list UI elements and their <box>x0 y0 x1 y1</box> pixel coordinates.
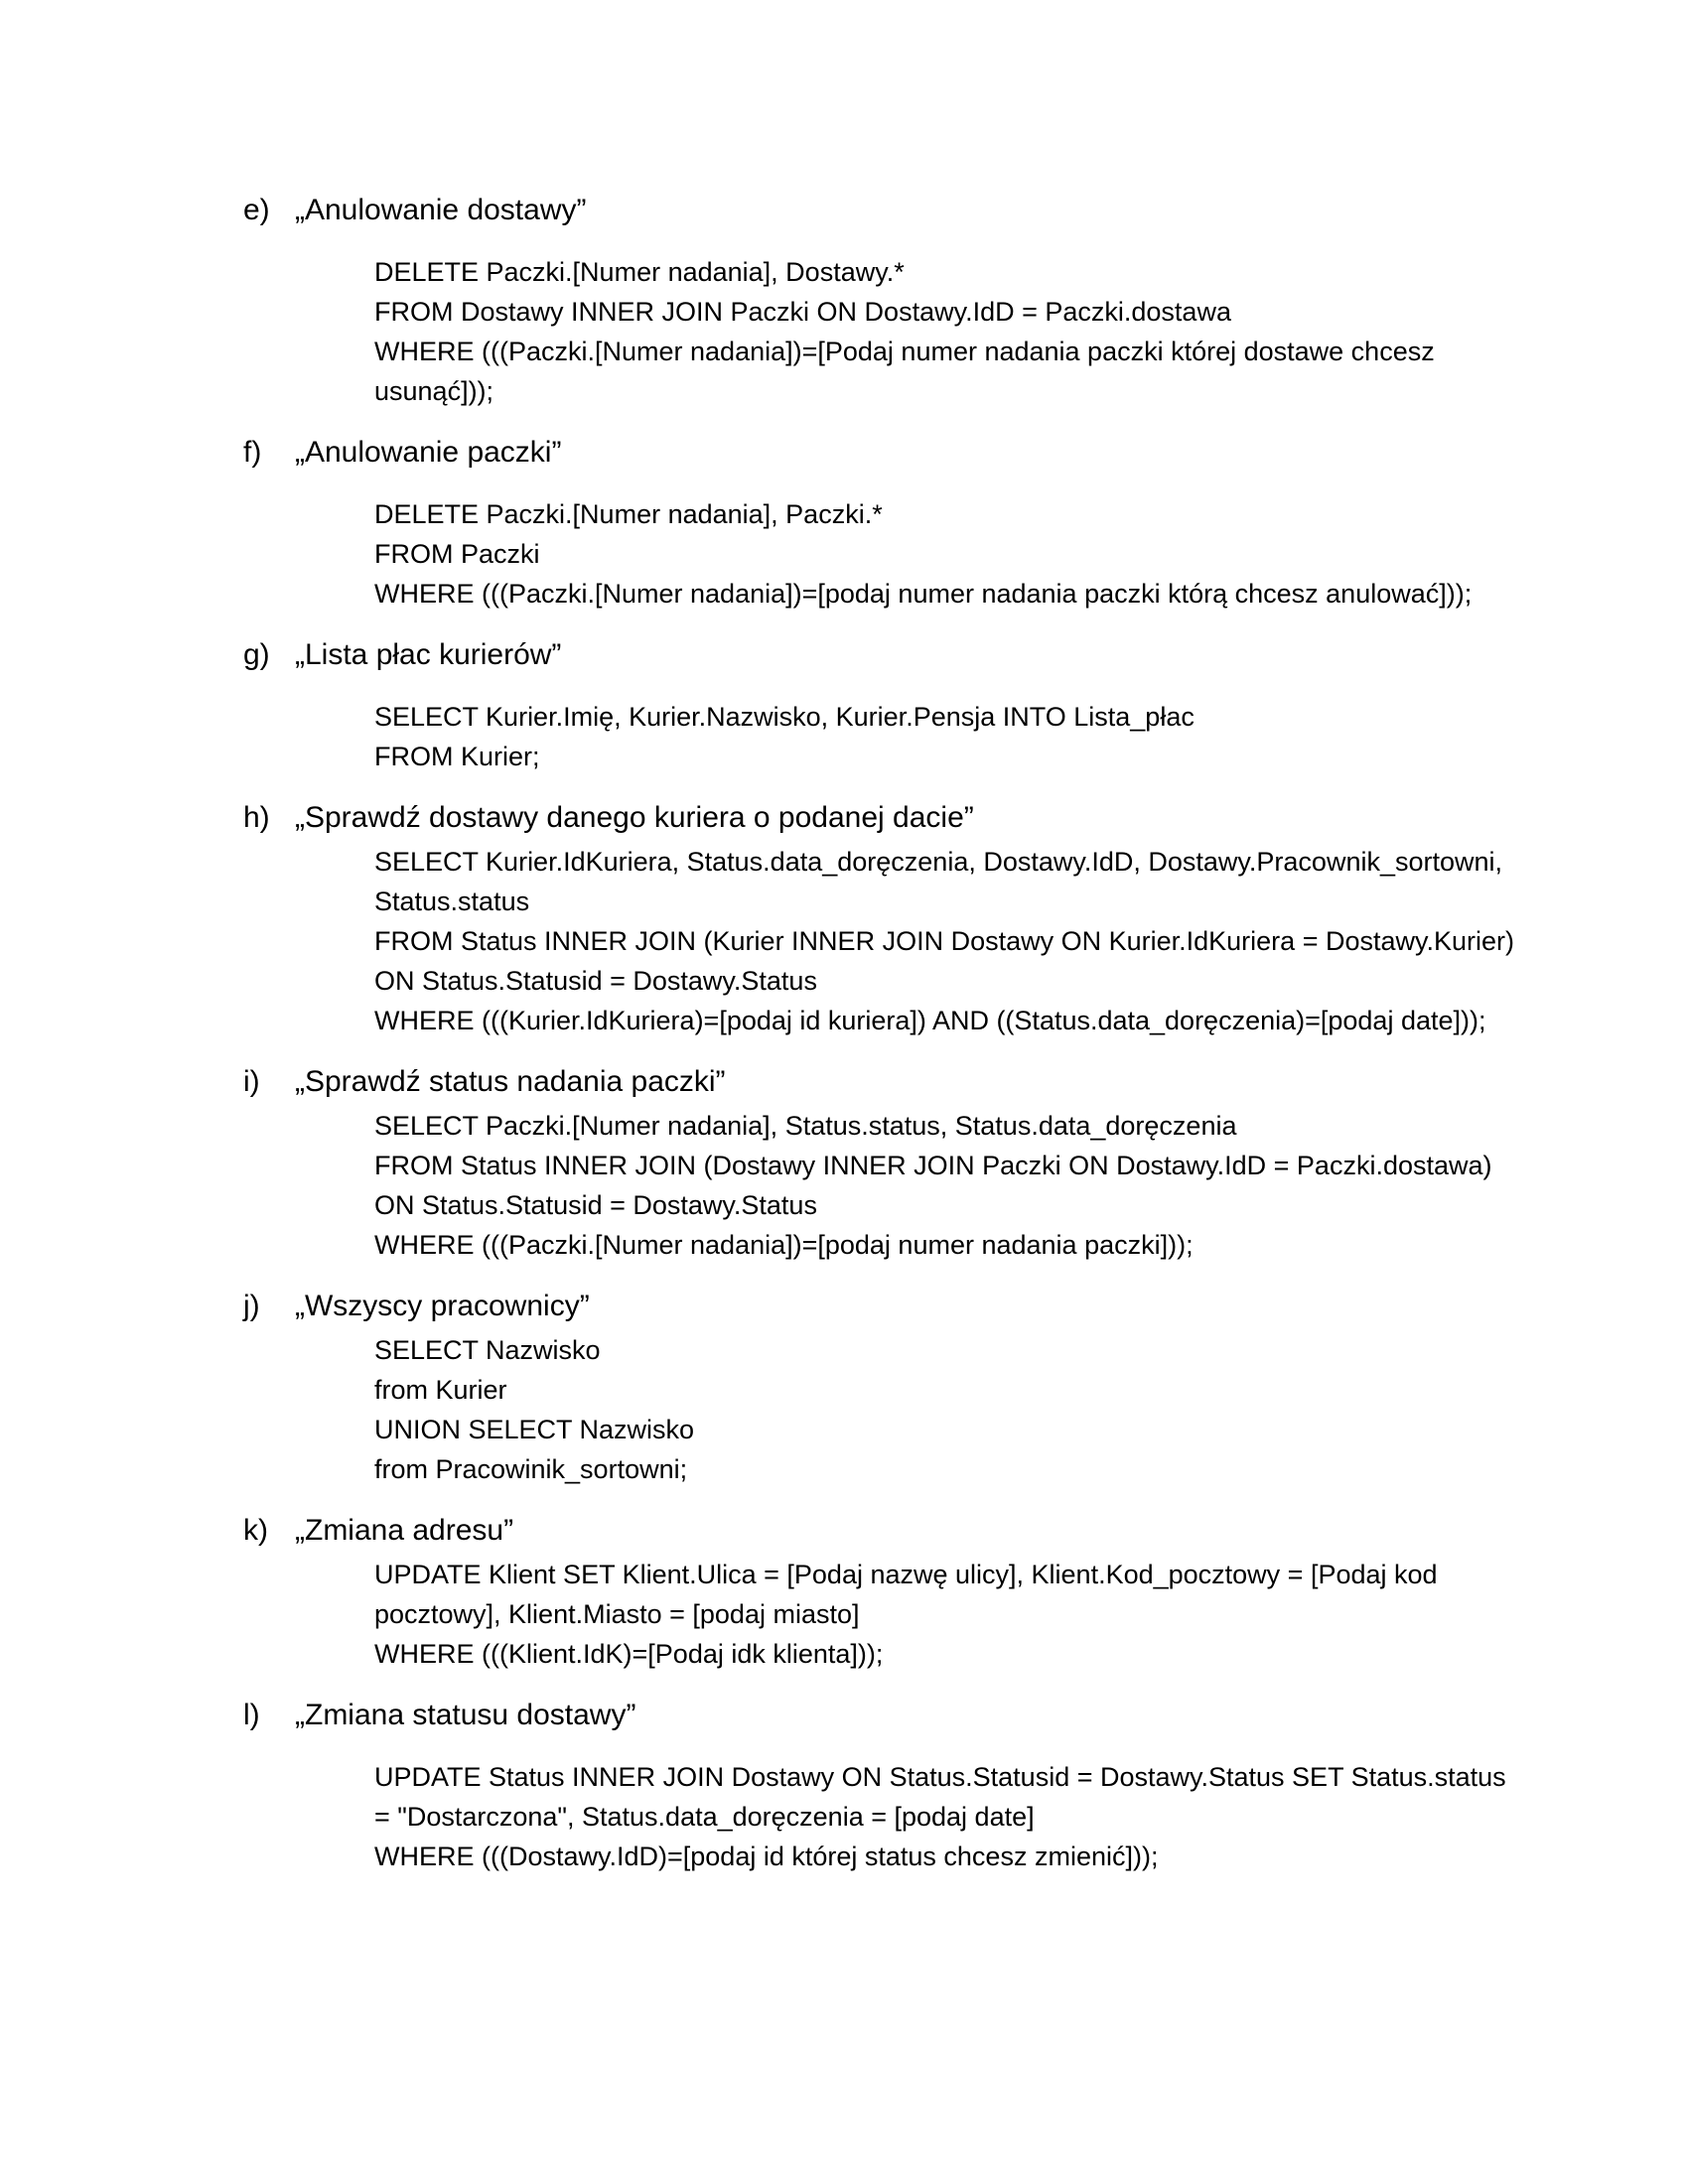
sql-line: SELECT Nazwisko <box>374 1335 601 1365</box>
section-marker: h) <box>243 801 270 834</box>
section-i <box>243 1062 1524 1265</box>
sql-line: WHERE (((Dostawy.IdD)=[podaj id której status chcesz zmienić])); <box>374 1842 1159 1871</box>
sql-line: WHERE (((Klient.IdK)=[Podaj idk klienta])); <box>374 1639 884 1669</box>
sql-query <box>374 494 1524 614</box>
sql-query <box>374 697 1524 776</box>
section-heading <box>243 191 1524 230</box>
sql-line: SELECT Kurier.IdKuriera, Status.data_doręczenia, Dostawy.IdD, Dostawy.Pracownik_sortowni, Status.status <box>374 847 1503 916</box>
sql-line: FROM Status INNER JOIN (Kurier INNER JOIN Dostawy ON Kurier.IdKuriera = Dostawy.Kurier) ON Status.Statusid = Dostawy.Status <box>374 926 1515 996</box>
sql-line: from Kurier <box>374 1375 507 1405</box>
section-marker: l) <box>243 1699 260 1731</box>
sql-line: DELETE Paczki.[Numer nadania], Dostawy.* <box>374 257 905 287</box>
sql-line: WHERE (((Kurier.IdKuriera)=[podaj id kuriera]) AND ((Status.data_doręczenia)=[podaj date])); <box>374 1006 1486 1035</box>
sql-line: FROM Dostawy INNER JOIN Paczki ON Dostawy.IdD = Paczki.dostawa <box>374 297 1231 327</box>
section-title: „Lista płac kurierów” <box>295 638 562 671</box>
section-title: „Anulowanie paczki” <box>295 436 562 469</box>
sql-line: SELECT Kurier.Imię, Kurier.Nazwisko, Kurier.Pensja INTO Lista_płac <box>374 702 1195 732</box>
section-heading <box>243 433 1524 473</box>
section-title: „Anulowanie dostawy” <box>295 194 587 226</box>
document-content <box>243 191 1524 1876</box>
sql-line: FROM Paczki <box>374 539 540 569</box>
section-marker: e) <box>243 194 270 226</box>
sql-query <box>374 252 1524 411</box>
sql-query <box>374 1106 1524 1265</box>
section-e <box>243 191 1524 411</box>
sql-line: FROM Status INNER JOIN (Dostawy INNER JOIN Paczki ON Dostawy.IdD = Paczki.dostawa) ON Status.Statusid = Dostawy.Status <box>374 1151 1492 1220</box>
sql-line: DELETE Paczki.[Numer nadania], Paczki.* <box>374 499 883 529</box>
sql-line: UPDATE Klient SET Klient.Ulica = [Podaj nazwę ulicy], Klient.Kod_pocztowy = [Podaj kod pocztowy], Klient.Miasto = [podaj miasto] <box>374 1560 1438 1629</box>
section-title: „Sprawdź status nadania paczki” <box>295 1065 726 1098</box>
section-h <box>243 798 1524 1040</box>
section-heading <box>243 1287 1524 1326</box>
section-title: „Wszyscy pracownicy” <box>295 1290 590 1322</box>
section-heading <box>243 1511 1524 1551</box>
sql-line: FROM Kurier; <box>374 742 540 771</box>
sql-query <box>374 842 1524 1040</box>
section-marker: k) <box>243 1514 268 1547</box>
section-heading <box>243 1062 1524 1102</box>
sql-line: WHERE (((Paczki.[Numer nadania])=[Podaj numer nadania paczki której dostawe chcesz usunąć])); <box>374 337 1435 406</box>
sql-line: UPDATE Status INNER JOIN Dostawy ON Status.Statusid = Dostawy.Status SET Status.status = "Dostarczona", Status.data_doręczenia = [podaj date] <box>374 1762 1506 1832</box>
sql-query <box>374 1555 1524 1674</box>
sql-query <box>374 1330 1524 1489</box>
section-marker: g) <box>243 638 270 671</box>
section-heading <box>243 635 1524 675</box>
sql-line: WHERE (((Paczki.[Numer nadania])=[podaj numer nadania paczki])); <box>374 1230 1194 1260</box>
section-marker: j) <box>243 1290 260 1322</box>
section-title: „Sprawdź dostawy danego kuriera o podanej dacie” <box>295 801 974 834</box>
section-title: „Zmiana adresu” <box>295 1514 514 1547</box>
section-marker: i) <box>243 1065 260 1098</box>
sql-line: SELECT Paczki.[Numer nadania], Status.status, Status.data_doręczenia <box>374 1111 1237 1141</box>
section-k <box>243 1511 1524 1674</box>
section-l <box>243 1696 1524 1876</box>
section-marker: f) <box>243 436 262 469</box>
sql-line: WHERE (((Paczki.[Numer nadania])=[podaj numer nadania paczki którą chcesz anulować])); <box>374 579 1473 609</box>
section-title: „Zmiana statusu dostawy” <box>295 1699 636 1731</box>
section-heading <box>243 798 1524 838</box>
section-f <box>243 433 1524 614</box>
section-heading <box>243 1696 1524 1735</box>
section-g <box>243 635 1524 776</box>
sql-query <box>374 1757 1524 1876</box>
sql-line: UNION SELECT Nazwisko <box>374 1415 695 1444</box>
section-j <box>243 1287 1524 1489</box>
sql-line: from Pracowinik_sortowni; <box>374 1454 688 1484</box>
